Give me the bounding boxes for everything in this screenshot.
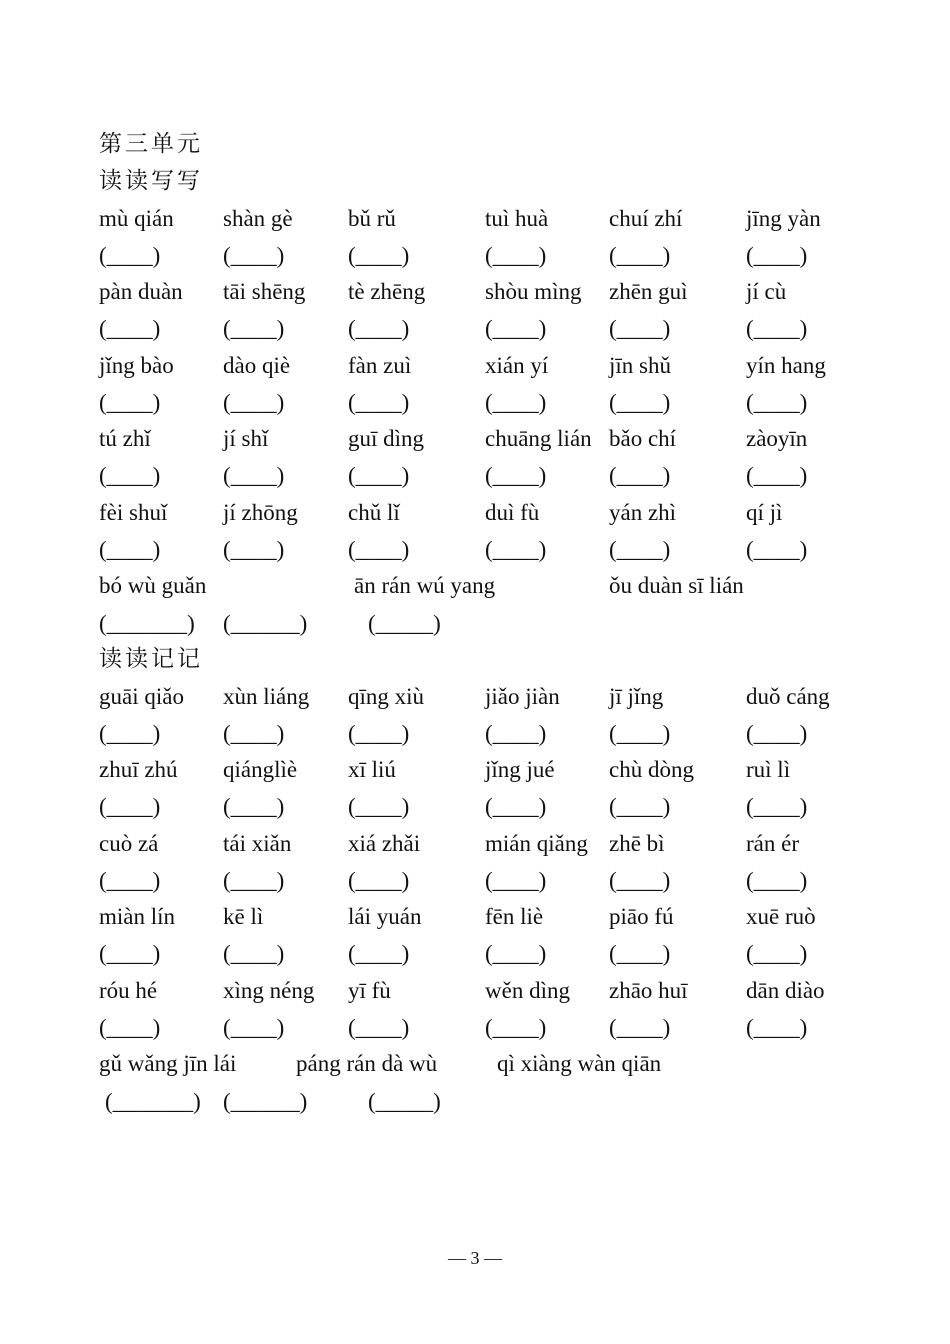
pinyin-word: qīng xiù — [348, 684, 425, 709]
answer-blank: (____) — [223, 1014, 285, 1040]
unit-title: 第三单元 — [99, 131, 203, 156]
answer-blank: (____) — [746, 1014, 808, 1040]
idiom-pinyin: gǔ wǎng jīn lái — [99, 1051, 237, 1076]
answer-blank: (____) — [609, 463, 671, 489]
pinyin-word: jǐng jué — [485, 757, 555, 783]
answer-blank: (____) — [746, 243, 808, 268]
pinyin-word: chǔ lǐ — [348, 499, 400, 525]
pinyin-word: jí shǐ — [223, 426, 269, 452]
answer-blank: (____) — [485, 721, 547, 746]
pinyin-word: jí cù — [746, 279, 787, 305]
idiom-pinyin: ǒu duàn sī lián — [609, 573, 744, 598]
pinyin-word: qí jì — [746, 499, 783, 525]
answer-blank: (____) — [223, 243, 285, 268]
pinyin-word: jǐng bào — [99, 352, 174, 378]
answer-blank: (____) — [348, 941, 410, 967]
answer-blank: (____) — [99, 721, 161, 746]
idiom-answer-blank: (______) — [223, 611, 308, 636]
answer-blank: (____) — [746, 463, 808, 489]
pinyin-word: yín hang — [746, 352, 826, 378]
answer-blank: (____) — [99, 243, 161, 268]
answer-blank: (____) — [348, 463, 410, 489]
answer-blank: (____) — [746, 536, 808, 562]
pinyin-word: yán zhì — [609, 499, 677, 525]
pinyin-word: zhāo huī — [609, 977, 688, 1003]
pinyin-word: kē lì — [223, 904, 264, 930]
pinyin-word: dào qiè — [223, 352, 291, 378]
pinyin-word: guāi qiǎo — [99, 684, 184, 709]
idiom-answer-blank: (______) — [223, 1089, 308, 1114]
answer-blank: (____) — [99, 867, 161, 893]
answer-blank: (____) — [223, 536, 285, 562]
idiom-pinyin: qì xiàng wàn qiān — [497, 1051, 662, 1076]
pinyin-word: wěn dìng — [485, 977, 570, 1003]
pinyin-word: bǔ rǔ — [348, 206, 396, 231]
answer-blank: (____) — [485, 794, 547, 820]
pinyin-word: xián yí — [485, 352, 549, 378]
pinyin-word: yī fù — [348, 977, 391, 1003]
pinyin-word: duǒ cáng — [746, 684, 830, 709]
pinyin-word: lái yuán — [348, 904, 422, 930]
answer-blank: (____) — [609, 389, 671, 415]
answer-blank: (____) — [348, 316, 410, 342]
pinyin-word: tāi shēng — [223, 279, 306, 305]
pinyin-word: zhē bì — [609, 830, 665, 856]
idiom-answer-blank: (_____) — [368, 1089, 441, 1114]
pinyin-word: tuì huà — [485, 206, 549, 231]
pinyin-word: qiánglìè — [223, 757, 298, 783]
answer-blank: (____) — [746, 941, 808, 967]
answer-blank: (____) — [746, 316, 808, 342]
pinyin-word: fèi shuǐ — [99, 499, 168, 525]
pinyin-word: jí zhōng — [223, 499, 298, 525]
answer-blank: (____) — [485, 389, 547, 415]
answer-blank: (____) — [609, 243, 671, 268]
pinyin-word: dān diào — [746, 977, 825, 1003]
pinyin-word: fàn zuì — [348, 352, 412, 378]
pinyin-word: jīn shǔ — [609, 352, 671, 378]
pinyin-word: zhēn guì — [609, 279, 688, 305]
answer-blank: (____) — [485, 1014, 547, 1040]
answer-blank: (____) — [485, 941, 547, 967]
answer-blank: (____) — [223, 941, 285, 967]
pinyin-word: cuò zá — [99, 830, 159, 856]
idiom-answer-blank: (_____) — [368, 611, 441, 636]
pinyin-word: jī jǐng — [609, 684, 664, 709]
section2-title: 读读记记 — [99, 646, 203, 671]
pinyin-word: chuāng lián — [485, 426, 592, 452]
answer-blank: (____) — [348, 536, 410, 562]
answer-blank: (____) — [223, 794, 285, 820]
answer-blank: (____) — [609, 1014, 671, 1040]
pinyin-word: xìng néng — [223, 977, 315, 1003]
answer-blank: (____) — [746, 867, 808, 893]
pinyin-word: jīng yàn — [746, 206, 821, 231]
answer-blank: (____) — [99, 794, 161, 820]
pinyin-word: fēn liè — [485, 904, 544, 930]
answer-blank: (____) — [348, 389, 410, 415]
answer-blank: (____) — [99, 1014, 161, 1040]
answer-blank: (____) — [348, 867, 410, 893]
pinyin-word: pàn duàn — [99, 279, 183, 305]
answer-blank: (____) — [485, 243, 547, 268]
answer-blank: (____) — [223, 721, 285, 746]
idiom-pinyin: bó wù guǎn — [99, 573, 207, 598]
answer-blank: (____) — [609, 721, 671, 746]
answer-blank: (____) — [746, 794, 808, 820]
answer-blank: (____) — [348, 243, 410, 268]
idiom-answer-blank: (_______) — [99, 611, 195, 636]
pinyin-word: zàoyīn — [746, 426, 808, 452]
pinyin-word: piāo fú — [609, 904, 674, 930]
answer-blank: (____) — [609, 867, 671, 893]
section1-title: 读读写写 — [99, 168, 203, 193]
answer-blank: (____) — [223, 867, 285, 893]
answer-blank: (____) — [485, 867, 547, 893]
pinyin-word: róu hé — [99, 977, 158, 1003]
answer-blank: (____) — [348, 1014, 410, 1040]
pinyin-word: mián qiǎng — [485, 830, 588, 856]
answer-blank: (____) — [609, 941, 671, 967]
answer-blank: (____) — [223, 463, 285, 489]
answer-blank: (____) — [99, 536, 161, 562]
pinyin-word: guī dìng — [348, 426, 425, 452]
answer-blank: (____) — [99, 316, 161, 342]
answer-blank: (____) — [746, 721, 808, 746]
answer-blank: (____) — [485, 536, 547, 562]
pinyin-word: miàn lín — [99, 904, 176, 930]
pinyin-word: bǎo chí — [609, 426, 677, 452]
answer-blank: (____) — [609, 536, 671, 562]
answer-blank: (____) — [485, 316, 547, 342]
answer-blank: (____) — [99, 941, 161, 967]
page-number: — 3 — — [448, 1248, 502, 1268]
answer-blank: (____) — [485, 463, 547, 489]
answer-blank: (____) — [609, 316, 671, 342]
idiom-pinyin: ān rán wú yang — [354, 573, 496, 598]
idiom-pinyin: páng rán dà wù — [296, 1051, 438, 1076]
pinyin-word: tú zhǐ — [99, 426, 151, 452]
answer-blank: (____) — [348, 794, 410, 820]
pinyin-word: tè zhēng — [348, 279, 426, 305]
answer-blank: (____) — [99, 389, 161, 415]
pinyin-word: chuí zhí — [609, 206, 683, 231]
pinyin-word: xuē ruò — [746, 904, 816, 930]
answer-blank: (____) — [99, 463, 161, 489]
pinyin-word: jiǎo jiàn — [485, 684, 560, 709]
answer-blank: (____) — [609, 794, 671, 820]
answer-blank: (____) — [348, 721, 410, 746]
pinyin-word: xiá zhǎi — [348, 830, 421, 856]
pinyin-word: shòu mìng — [485, 279, 582, 305]
pinyin-word: mù qián — [99, 206, 174, 231]
answer-blank: (____) — [223, 316, 285, 342]
idiom-answer-blank: (_______) — [105, 1089, 201, 1114]
pinyin-word: xùn liáng — [223, 684, 310, 709]
pinyin-word: shàn gè — [223, 206, 293, 231]
pinyin-word: xī liú — [348, 757, 396, 783]
pinyin-word: chù dòng — [609, 757, 694, 783]
pinyin-word: tái xiǎn — [223, 830, 292, 856]
pinyin-word: duì fù — [485, 499, 540, 525]
pinyin-word: zhuī zhú — [99, 757, 178, 783]
answer-blank: (____) — [223, 389, 285, 415]
answer-blank: (____) — [746, 389, 808, 415]
pinyin-word: ruì lì — [746, 757, 791, 783]
pinyin-word: rán ér — [746, 830, 799, 856]
